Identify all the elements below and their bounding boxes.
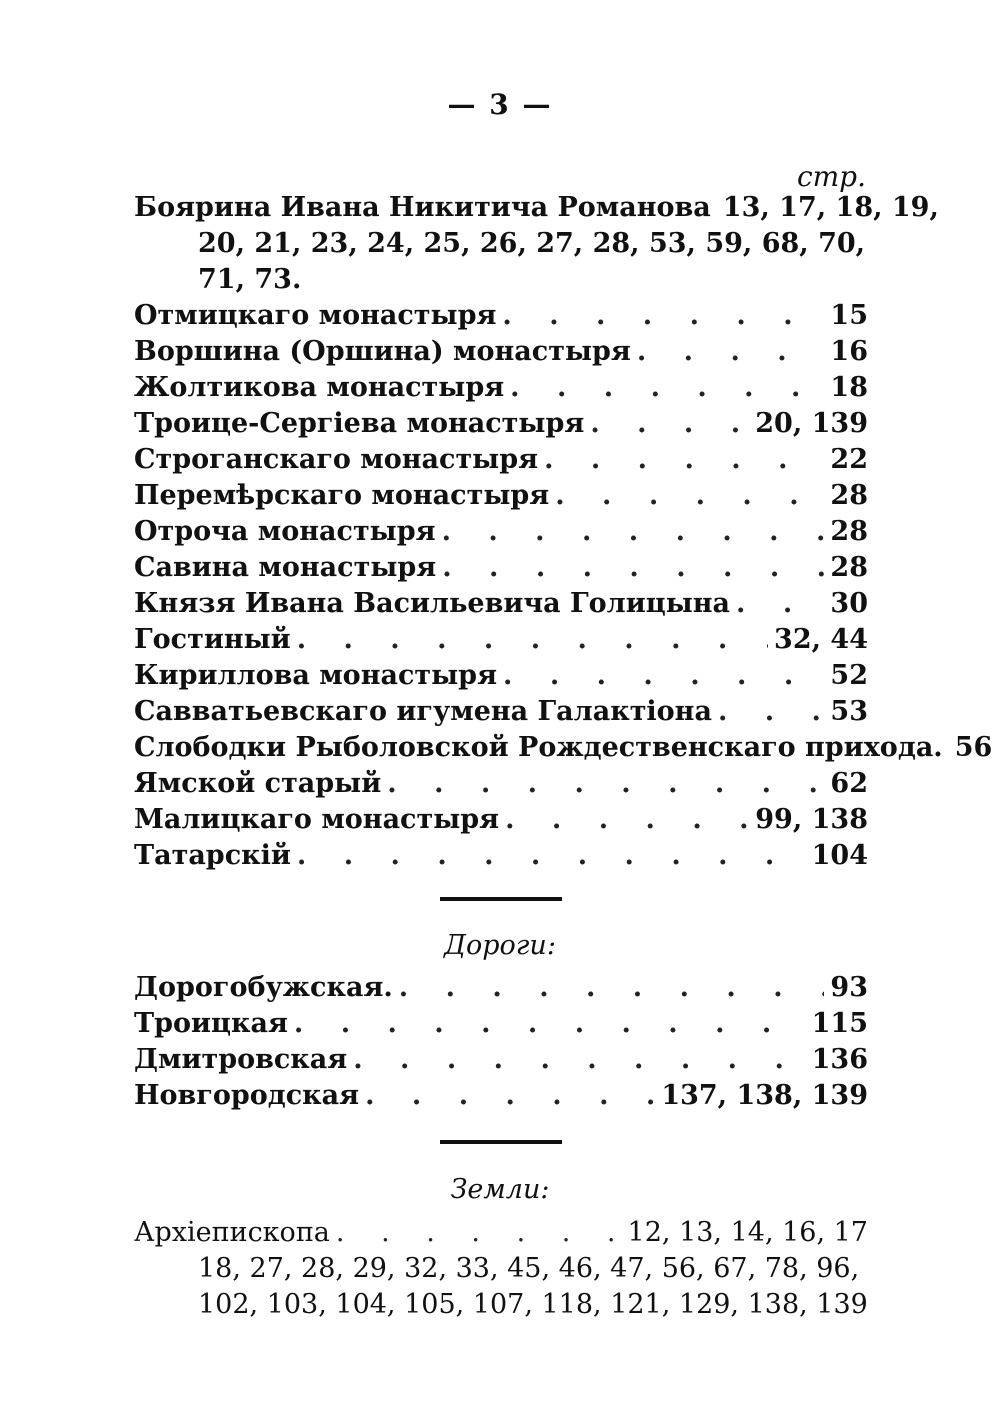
entry-name: Князя Ивана Васильевича Голицына bbox=[134, 588, 731, 619]
page-number: — 3 — bbox=[447, 88, 553, 121]
index-entry bbox=[134, 1006, 868, 1042]
index-entry bbox=[134, 298, 868, 334]
entry-continuation: 102, 103, 104, 105, 107, 118, 121, 129, 138, 139 bbox=[198, 1289, 868, 1320]
dot-leader bbox=[736, 586, 824, 622]
index-entry bbox=[134, 766, 868, 802]
dot-leader bbox=[505, 802, 749, 838]
dot-leader bbox=[503, 658, 824, 694]
entry-name: Троицкая bbox=[134, 1008, 288, 1039]
index-entry bbox=[134, 586, 868, 622]
index-entry bbox=[134, 334, 868, 370]
dot-leader bbox=[718, 694, 824, 730]
entry-name: Савина монастыря bbox=[134, 552, 437, 583]
entry-name: Кириллова монастыря bbox=[134, 660, 498, 691]
dot-leader bbox=[442, 550, 824, 586]
entry-continuation: 18, 27, 28, 29, 32, 33, 45, 46, 47, 56, 67, 78, 96, bbox=[198, 1253, 860, 1284]
entry-pages: 115 bbox=[811, 1008, 868, 1039]
index-entry bbox=[134, 406, 868, 442]
section-divider bbox=[440, 1140, 562, 1144]
entry-name: Жолтикова монастыря bbox=[134, 372, 505, 403]
entry-pages: 22 bbox=[830, 444, 868, 475]
entry-pages: 13, 17, 18, 19, bbox=[722, 192, 939, 223]
dot-leader bbox=[353, 1042, 805, 1078]
index-entry bbox=[134, 1078, 868, 1114]
dot-leader bbox=[544, 442, 824, 478]
dot-leader bbox=[297, 622, 768, 658]
index-entry bbox=[134, 730, 993, 766]
entry-name: Троице-Сергіева монастыря bbox=[134, 408, 585, 439]
entry-pages: 16 bbox=[830, 336, 868, 367]
index-entry bbox=[134, 550, 868, 586]
entry-continuation: 20, 21, 23, 24, 25, 26, 27, 28, 53, 59, 68, 70, bbox=[198, 228, 866, 259]
entry-pages: 62 bbox=[830, 768, 868, 799]
entry-pages: 28 bbox=[830, 516, 868, 547]
entry-pages: 136 bbox=[811, 1044, 868, 1075]
index-entry bbox=[134, 838, 868, 874]
dot-leader bbox=[555, 478, 824, 514]
entry-pages: 99, 138 bbox=[755, 804, 868, 835]
index-entry bbox=[134, 802, 868, 838]
entry-name: Савватьевскаго игумена Галактіона bbox=[134, 696, 712, 727]
index-entry bbox=[134, 1042, 868, 1078]
dot-leader bbox=[365, 1078, 655, 1114]
index-entry bbox=[134, 478, 868, 514]
entry-pages: 32, 44 bbox=[774, 624, 868, 655]
index-section-roads bbox=[134, 970, 868, 1114]
dot-leader bbox=[336, 1215, 622, 1251]
entry-name: Дмитровская bbox=[134, 1044, 348, 1075]
entry-pages: 28 bbox=[830, 480, 868, 511]
entry-name: Отроча монастыря bbox=[134, 516, 436, 547]
entry-pages: 56 bbox=[954, 732, 993, 763]
entry-pages: 53 bbox=[830, 696, 868, 727]
entry-name: Перемѣрскаго монастыря bbox=[134, 480, 550, 511]
section-heading-lands: Земли: bbox=[450, 1174, 550, 1205]
entry-pages: 104 bbox=[811, 840, 868, 871]
index-entry bbox=[134, 514, 868, 550]
dot-leader bbox=[387, 766, 824, 802]
dot-leader bbox=[442, 514, 825, 550]
index-entry bbox=[134, 658, 868, 694]
section-heading-roads: Дороги: bbox=[444, 930, 556, 961]
index-section-lands bbox=[134, 1215, 868, 1323]
dot-leader bbox=[590, 406, 749, 442]
index-entry bbox=[134, 970, 868, 1006]
entry-pages: 20, 139 bbox=[755, 408, 868, 439]
index-entry bbox=[134, 1215, 868, 1251]
entry-pages: 12, 13, 14, 16, 17 bbox=[627, 1217, 868, 1248]
entry-name: Дорогобужская. bbox=[134, 972, 393, 1003]
entry-name: Ямской старый bbox=[134, 768, 382, 799]
entry-pages: 30 bbox=[830, 588, 868, 619]
entry-name: Архіепископа bbox=[134, 1217, 330, 1248]
dot-leader bbox=[399, 970, 825, 1006]
dot-leader bbox=[502, 298, 824, 334]
entry-name: Воршина (Оршина) монастыря bbox=[134, 336, 631, 367]
dot-leader bbox=[294, 1006, 806, 1042]
section-divider bbox=[440, 897, 562, 901]
entry-pages: 93 bbox=[830, 972, 868, 1003]
index-entry bbox=[134, 370, 868, 406]
entry-name: Боярина Ивана Никитича Романова bbox=[134, 192, 711, 223]
entry-pages: 15 bbox=[830, 300, 868, 331]
entry-name: Отмицкаго монастыря bbox=[134, 300, 497, 331]
dot-leader bbox=[297, 838, 806, 874]
dot-leader bbox=[510, 370, 824, 406]
entry-name: Гостиный bbox=[134, 624, 291, 655]
entry-name: Татарскій bbox=[134, 840, 291, 871]
entry-pages: 28 bbox=[830, 552, 868, 583]
entry-pages: 18 bbox=[830, 372, 868, 403]
entry-name: Строганскаго монастыря bbox=[134, 444, 539, 475]
entry-continuation: 71, 73. bbox=[198, 264, 302, 295]
index-section-lands-owners bbox=[134, 190, 993, 874]
dot-leader bbox=[637, 334, 825, 370]
index-entry bbox=[134, 694, 868, 730]
entry-name: Малицкаго монастыря bbox=[134, 804, 500, 835]
index-entry bbox=[134, 442, 868, 478]
entry-name: Новгородская bbox=[134, 1080, 360, 1111]
entry-name: Слободки Рыболовской Рождественскаго прихода. bbox=[134, 732, 943, 763]
index-entry bbox=[134, 190, 939, 226]
index-entry bbox=[134, 622, 868, 658]
page-column-label: стр. bbox=[796, 160, 866, 193]
entry-pages: 52 bbox=[830, 660, 868, 691]
entry-pages: 137, 138, 139 bbox=[661, 1080, 868, 1111]
